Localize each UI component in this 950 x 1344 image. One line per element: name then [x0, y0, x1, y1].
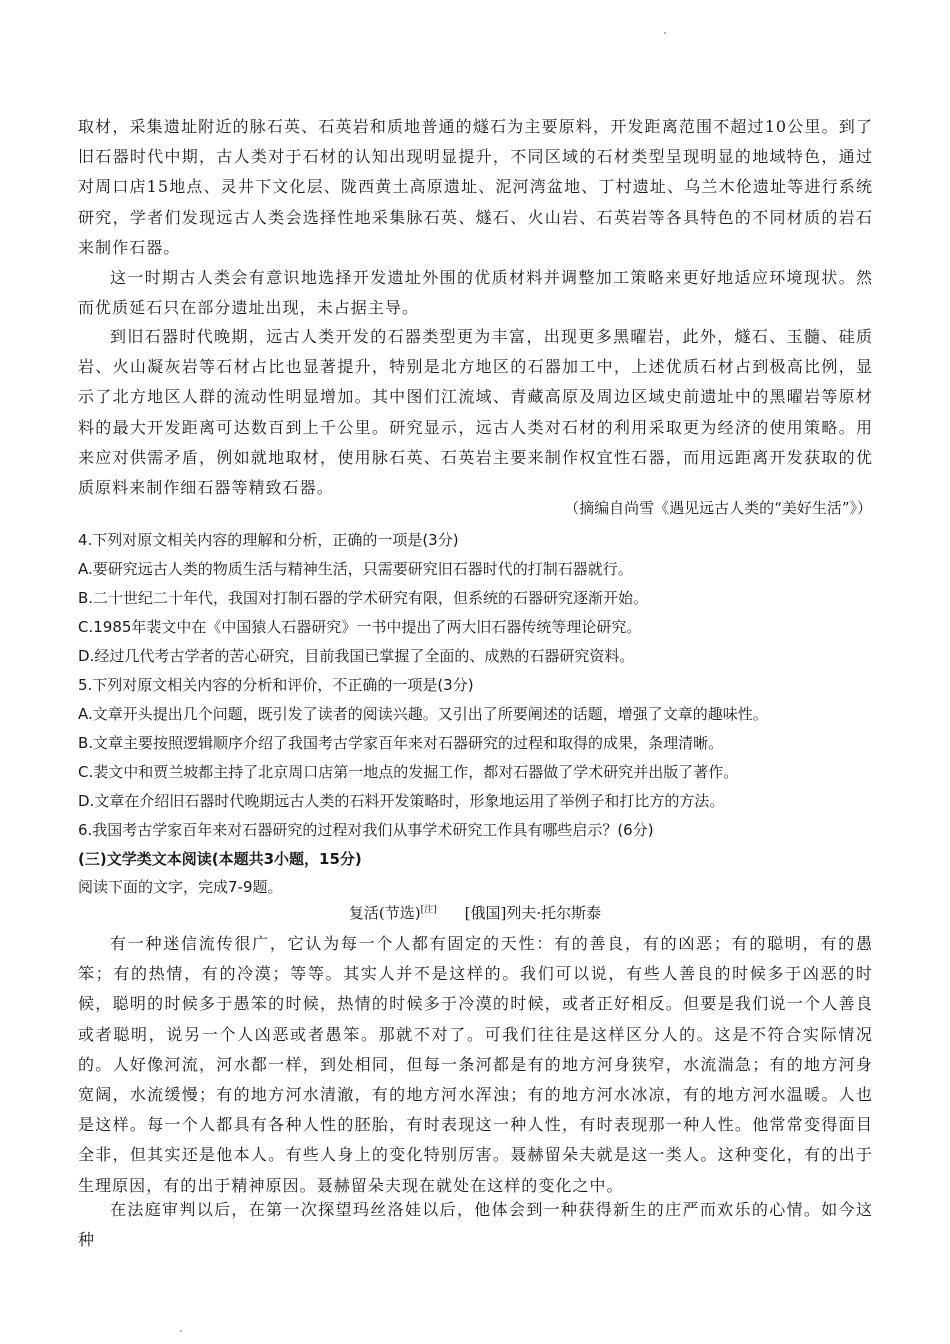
question-5-option-d: D.文章在介绍旧石器时代晚期远古人类的石料开发策略时，形象地运用了举例子和打比方的方法。: [78, 792, 725, 810]
question-4: 4.下列对原文相关内容的理解和分析，正确的一项是(3分): [78, 531, 459, 549]
question-6: 6.我国考古学家百年来对石器研究的过程对我们从事学术研究工作具有哪些启示？(6分): [78, 821, 654, 839]
scan-speck: [664, 32, 666, 34]
scan-speck: [180, 1330, 182, 1332]
title-footnote-mark: [注]: [420, 905, 437, 915]
question-4-option-d: D.经过几代考古学者的苦心研究，目前我国已掌握了全面的、成熟的石器研究资料。: [78, 647, 635, 665]
section-instruction: 阅读下面的文字，完成7-9题。: [78, 878, 283, 896]
section-heading: (三)文学类文本阅读(本题共3小题，15分): [78, 850, 362, 868]
question-4-option-b: B.二十世纪二十年代，我国对打制石器的学术研究有限，但系统的石器研究逐渐开始。: [78, 589, 649, 607]
article-paragraph-3: 到旧石器时代晚期，远古人类开发的石器类型更为丰富，出现更多黑曜岩，此外，燧石、玉髓、硅质岩、火山凝灰岩等石材占比也显著提升，特别是北方地区的石器加工中，上述优质石材占到极高比例，显示了北方地区人群的流动性明显增加。其中图们江流域、青藏高原及周边区域史前遗址中的黑曜岩等原材料的最大开发距离可达数百到上千公里。研究显示，远古人类对石材的利用采取更为经济的使用策略。用来应对供需矛盾，例如就地取材，使用脉石英、石英岩主要来制作权宜性石器，而用远距离开发获取的优质原料来制作细石器等精致石器。: [78, 327, 873, 498]
article-paragraph-2: 这一时期古人类会有意识地选择开发遗址外围的优质材料并调整加工策略来更好地适应环境现状。然而优质延石只在部分遗址出现，未占据主导。: [78, 268, 873, 318]
story-paragraph-1: 有一种迷信流传很广，它认为每一个人都有固定的天性：有的善良，有的凶恶；有的聪明，有的愚笨；有的热情，有的冷漠；等等。其实人并不是这样的。我们可以说，有些人善良的时候多于凶恶的时候，聪明的时候多于愚笨的时候，热情的时候多于冷漠的时候，或者正好相反。但要是我们说一个人善良或者聪明，说另一个人凶恶或者愚笨。那就不对了。可我们往往是这样区分人的。这是不符合实际情况的。人好像河流，河水都一样，到处相同，但每一条河都是有的地方河身狭窄，水流湍急；有的地方河身宽阔，水流缓慢；有的地方河水清澈，有的地方河水浑浊；有的地方河水冰凉，有的地方河水温暖。人也是这样。每一个人都具有各种人性的胚胎，有时表现这一种人性，有时表现那一种人性。他常常变得面目全非，但其实还是他本人。有些人身上的变化特别厉害。聂赫留朵夫就是这一类人。这种变化，有的出于生理原因，有的出于精神原因。聂赫留朵夫现在就处在这样的变化之中。: [78, 934, 873, 1195]
question-5: 5.下列对原文相关内容的分析和评价，不正确的一项是(3分): [78, 676, 474, 694]
excerpt-author: [俄国]列夫·托尔斯泰: [464, 904, 602, 922]
question-5-option-c: C.裴文中和贾兰坡都主持了北京周口店第一地点的发掘工作，都对石器做了学术研究并出版了著作。: [78, 763, 739, 781]
source-credit: （摘编自尚雪《遇见远古人类的“美好生活”》）: [564, 499, 872, 517]
question-4-option-a: A.要研究远古人类的物质生活与精神生活，只需要研究旧石器时代的打制石器就行。: [78, 560, 633, 578]
question-5-option-b: B.文章主要按照逻辑顺序介绍了我国考古学家百年来对石器研究的过程和取得的成果，条理清晰。: [78, 734, 724, 752]
question-5-option-a: A.文章开头提出几个问题，既引发了读者的阅读兴趣。又引出了所要阐述的话题，增强了文章的趣味性。: [78, 705, 768, 723]
article-paragraph-1: 取材，采集遗址附近的脉石英、石英岩和质地普通的燧石为主要原料，开发距离范围不超过10公里。到了旧石器时代中期，古人类对于石材的认知出现明显提升，不同区域的石材类型呈现明显的地域特色，通过对周口店15地点、灵井下文化层、陇西黄土高原遗址、泥河湾盆地、丁村遗址、乌兰木伦遗址等进行系统研究，学者们发现远古人类会选择性地采集脉石英、燧石、火山岩、石英岩等各具特色的不同材质的岩石来制作石器。: [78, 117, 873, 257]
excerpt-title: 复活(节选): [348, 904, 421, 922]
excerpt-title-line: [0, 902, 950, 923]
story-paragraph-2: 在法庭审判以后，在第一次探望玛丝洛娃以后，他体会到一种获得新生的庄严而欢乐的心情。如今这种: [78, 1200, 873, 1250]
question-4-option-c: C.1985年裴文中在《中国猿人石器研究》一书中提出了两大旧石器传统等理论研究。: [78, 618, 642, 636]
